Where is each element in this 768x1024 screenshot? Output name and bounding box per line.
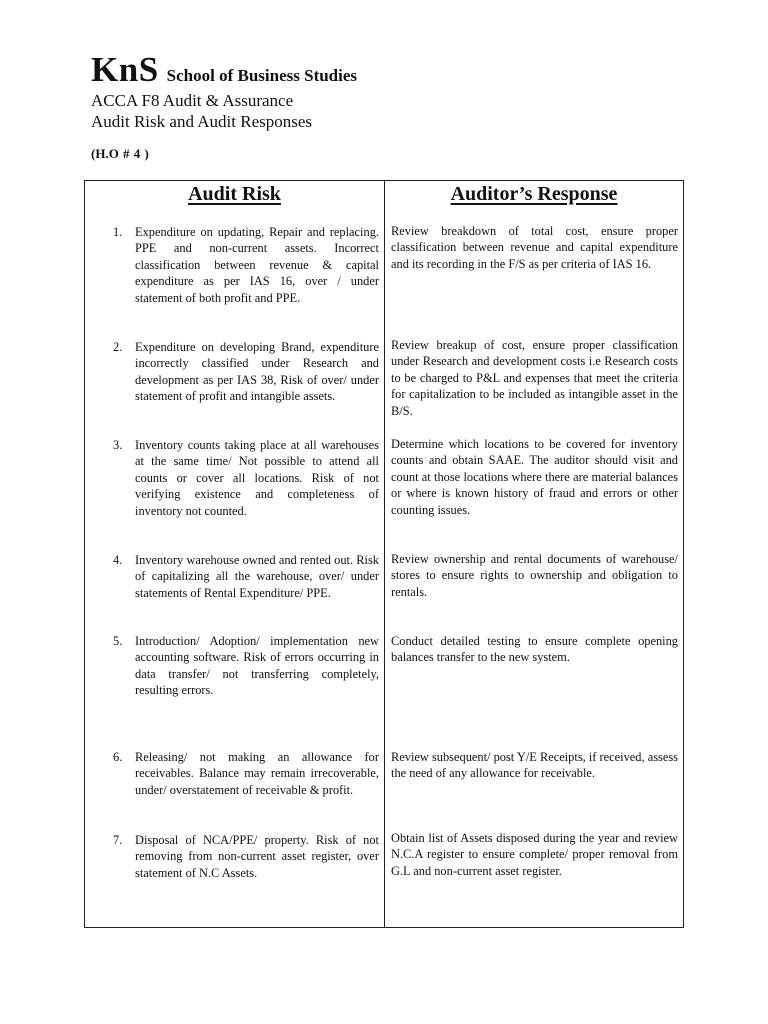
risk-text: Releasing/ not making an allowance for receivables. Balance may remain irrecoverable, under/ overstatement of receivable & profit. [135, 750, 379, 797]
risk-item-5 [113, 633, 379, 699]
column-header-audit-risk: Audit Risk [188, 183, 281, 205]
risk-item-4 [113, 552, 379, 601]
handout-number: (H.O # 4 ) [91, 146, 149, 161]
column-divider [384, 181, 385, 927]
column-header-auditor-response: Auditor’s Response [450, 183, 618, 205]
risk-item-2 [113, 339, 379, 405]
response-item-7: Obtain list of Assets disposed during the year and review N.C.A register to ensure complete/ proper removal from G.L and non-current asset register. [391, 831, 678, 878]
risk-item-3 [113, 437, 379, 519]
risk-number: 4. [113, 553, 123, 567]
risk-number: 1. [113, 225, 123, 239]
risk-text: Expenditure on updating, Repair and replacing. PPE and non-current assets. Incorrect classification between revenue & capital expenditure as per IAS 16, over / under statement of both profit and PPE. [135, 225, 379, 305]
risk-response-table [84, 180, 684, 928]
risk-item-7 [113, 832, 379, 881]
risk-text: Inventory counts taking place at all warehouses at the same time/ Not possible to attend all counts or cover all locations. Risk of not verifying existence and completeness of inventory not counted. [135, 438, 379, 518]
kns-logo: KnS [91, 50, 159, 89]
risk-text: Disposal of NCA/PPE/ property. Risk of not removing from non-current asset register, over statement of N.C Assets. [135, 833, 379, 880]
response-item-6: Review subsequent/ post Y/E Receipts, if received, assess the need of any allowance for receivable. [391, 750, 678, 781]
risk-text: Inventory warehouse owned and rented out. Risk of capitalizing all the warehouse, over/ under statements of Rental Expenditure/ PPE. [135, 553, 379, 600]
risk-number: 2. [113, 340, 123, 354]
brand-line [91, 50, 357, 90]
risk-item-6 [113, 749, 379, 798]
risk-item-1 [113, 224, 379, 306]
risk-text: Expenditure on developing Brand, expenditure incorrectly classified under Research and development as per IAS 38, Risk of over/ under statement of profit and intangible assets. [135, 340, 379, 404]
response-item-2: Review breakup of cost, ensure proper classification under Research and development costs i.e Research costs to be charged to P&L and expenses that meet the criteria for capitalization to be included as intangible asset in the B/S. [391, 338, 678, 418]
school-name: School of Business Studies [166, 66, 358, 85]
risk-number: 6. [113, 750, 123, 764]
risk-text: Introduction/ Adoption/ implementation new accounting software. Risk of errors occurring in data transfer/ not transferring completely, resulting errors. [135, 634, 379, 698]
risk-number: 7. [113, 833, 123, 847]
topic-title: Audit Risk and Audit Responses [91, 112, 313, 131]
response-item-1: Review breakdown of total cost, ensure proper classification between revenue and capital expenditure and its recording in the F/S as per criteria of IAS 16. [391, 224, 678, 271]
course-title: ACCA F8 Audit & Assurance [91, 91, 294, 110]
document-header [91, 50, 357, 162]
risk-number: 3. [113, 438, 123, 452]
response-item-3: Determine which locations to be covered for inventory counts and obtain SAAE. The auditor should visit and count at those locations where there are material balances or where is known history of fraud and errors or other counting issues. [391, 437, 678, 517]
response-item-5: Conduct detailed testing to ensure complete opening balances transfer to the new system. [391, 634, 678, 665]
risk-number: 5. [113, 634, 123, 648]
response-item-4: Review ownership and rental documents of warehouse/ stores to ensure rights to ownership and obligation to rentals. [391, 552, 678, 599]
